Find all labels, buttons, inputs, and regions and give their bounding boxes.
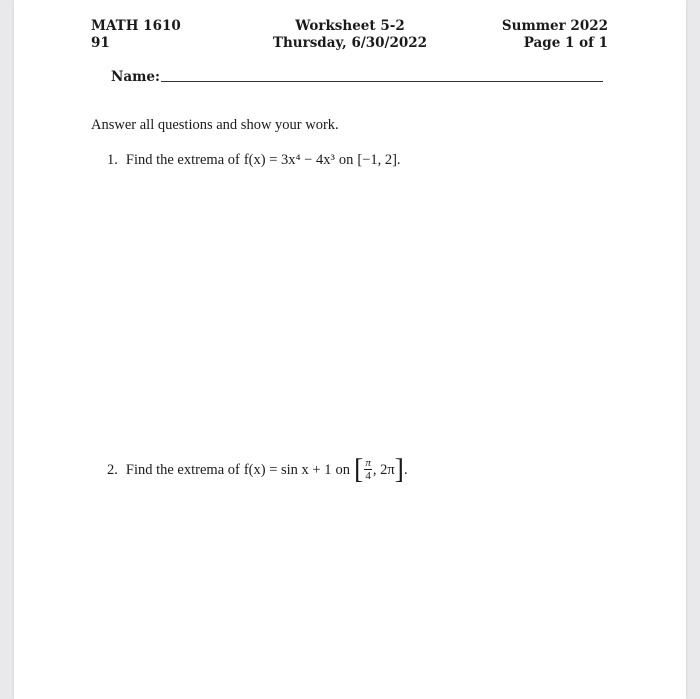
fraction-denominator: 4 — [365, 470, 371, 482]
fraction-numerator: π — [365, 457, 371, 469]
interval-fraction — [364, 458, 372, 482]
course-name: MATH 1610 — [91, 18, 181, 34]
name-line[interactable] — [161, 81, 603, 82]
section-number: 91 — [91, 35, 110, 51]
question-function: f(x) = sin x + 1 — [243, 461, 332, 478]
question-function: f(x) = 3x⁴ − 4x³ — [243, 152, 335, 168]
interval-period: . — [403, 461, 408, 478]
interval-rest: , 2π — [372, 461, 395, 478]
worksheet-title: Worksheet 5-2 — [295, 18, 405, 34]
worksheet-date: Thursday, 6/30/2022 — [272, 35, 428, 51]
open-bracket: [ — [353, 454, 364, 485]
question-on: on — [335, 461, 350, 478]
question-interval — [354, 456, 408, 484]
question-1 — [107, 152, 405, 169]
question-prompt: Find the extrema of — [125, 152, 240, 168]
question-interval: [−1, 2]. — [357, 152, 401, 168]
question-2 — [107, 456, 408, 484]
name-label: Name: — [111, 69, 160, 85]
worksheet-page — [14, 0, 686, 699]
question-number: 1. — [107, 152, 118, 168]
page-number: Page 1 of 1 — [523, 35, 608, 51]
question-on: on — [338, 152, 354, 168]
header-right — [502, 18, 608, 52]
instructions: Answer all questions and show your work. — [91, 117, 339, 133]
term: Summer 2022 — [501, 18, 608, 34]
question-number: 2. — [107, 461, 118, 478]
close-bracket: ] — [394, 454, 404, 485]
question-prompt: Find the extrema of — [125, 461, 240, 478]
name-row — [111, 69, 603, 87]
